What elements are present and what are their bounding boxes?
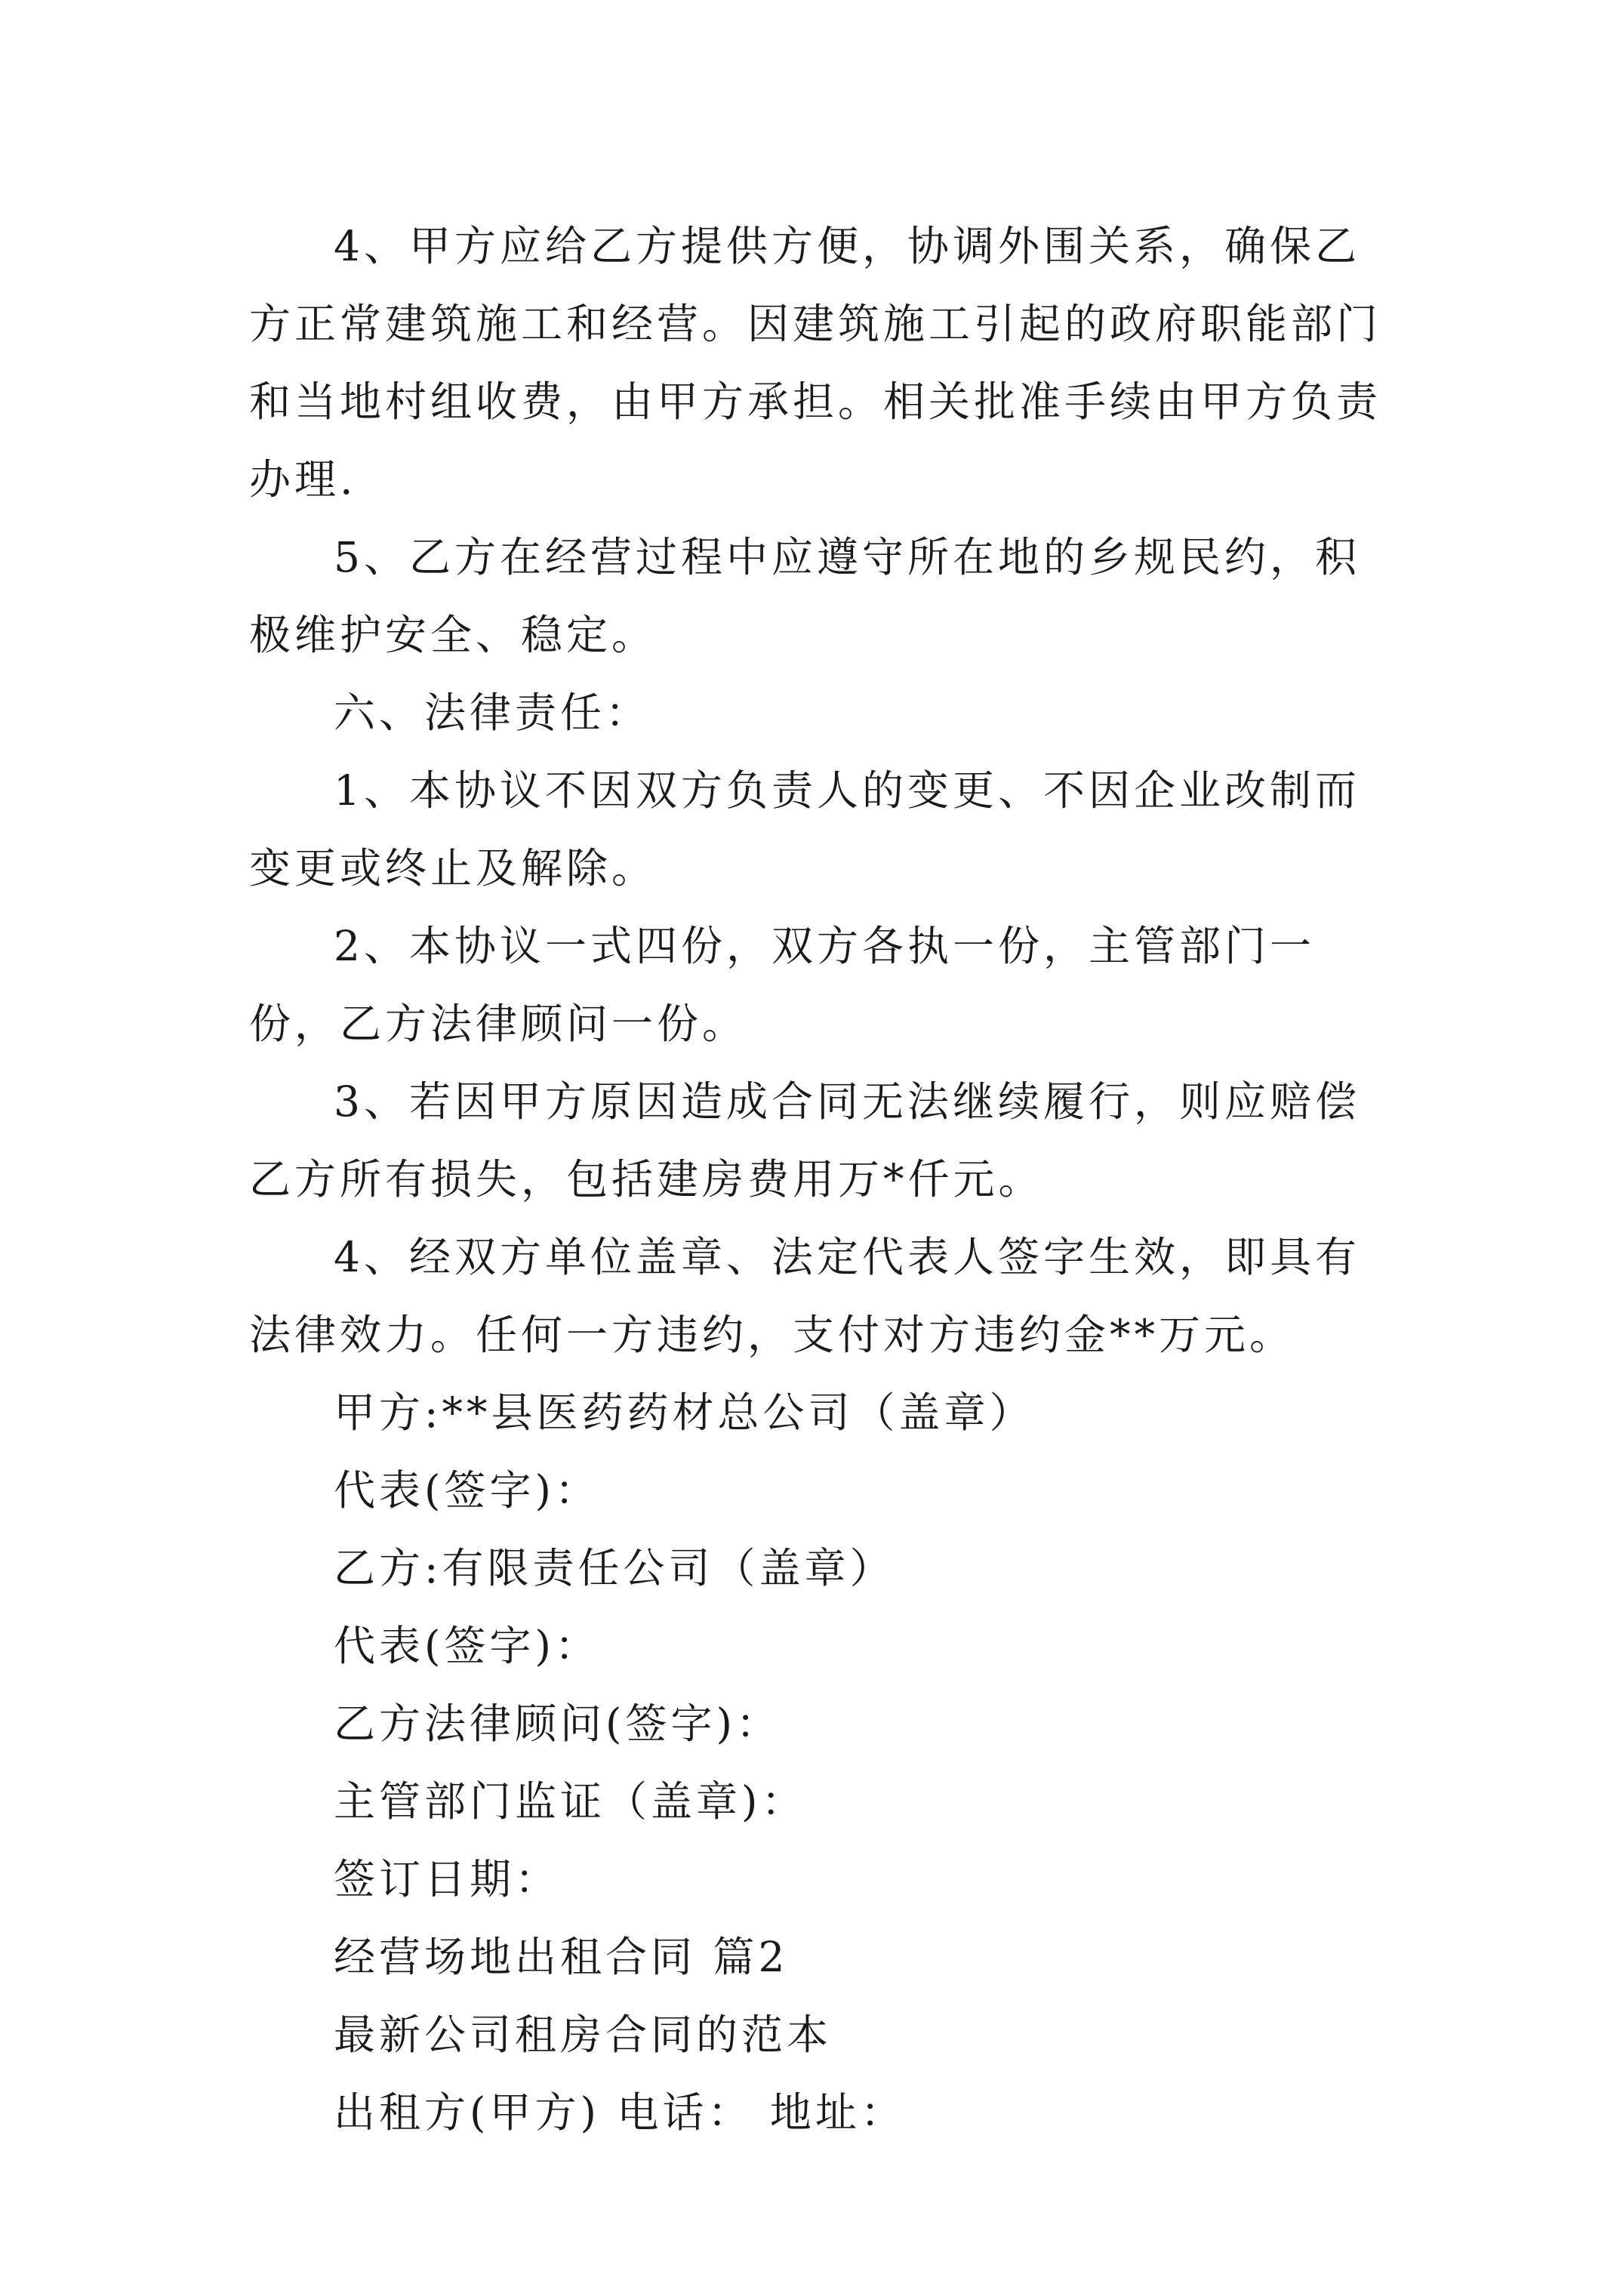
document-body [249,208,1381,2152]
party-b-legal-advisor-line: 乙方法律顾问(签字)： [334,1700,781,1748]
signing-date-line: 签订日期： [334,1855,561,1903]
paragraph-clause-5-local-rules: 5、乙方在经营过程中应遵守所在地的乡规民约，积极维护安全、稳定。 [249,533,1360,659]
party-a-representative-line: 代表(签字)： [334,1466,600,1515]
lessor-info-line: 出租方(甲方) 电话： 地址： [334,2088,906,2137]
party-b-representative-line: 代表(签字)： [334,1622,600,1670]
paragraph-liability-2: 2、本协议一式四份，双方各执一份，主管部门一份，乙方法律顾问一份。 [249,922,1315,1048]
paragraph-liability-1: 1、本协议不因双方负责人的变更、不因企业改制而变更或终止及解除。 [249,766,1360,892]
party-b-seal-line: 乙方:有限责任公司（盖章） [334,1544,895,1592]
paragraph-clause-4-party-a-support: 4、甲方应给乙方提供方便，协调外围关系，确保乙方正常建筑施工和经营。因建筑施工引起的政府职能部门和当地村组收费，由甲方承担。相关批准手续由甲方负责办理. [249,222,1382,504]
paragraph-liability-3: 3、若因甲方原因造成合同无法继续履行，则应赔偿乙方所有损失，包括建房费用万*仟元。 [249,1077,1360,1203]
section-title-contract-2: 经营场地出租合同 篇2 [334,1933,789,1981]
subtitle-rental-template: 最新公司租房合同的范本 [334,2011,833,2059]
paragraph-liability-4: 4、经双方单位盖章、法定代表人签字生效，即具有法律效力。任何一方违约，支付对方违约金**万元。 [249,1233,1360,1359]
section-heading-legal-liability: 六、法律责任： [334,689,651,737]
party-a-seal-line: 甲方:**县医药药材总公司（盖章） [334,1388,1035,1437]
supervising-department-line: 主管部门监证（盖章)： [334,1777,807,1826]
